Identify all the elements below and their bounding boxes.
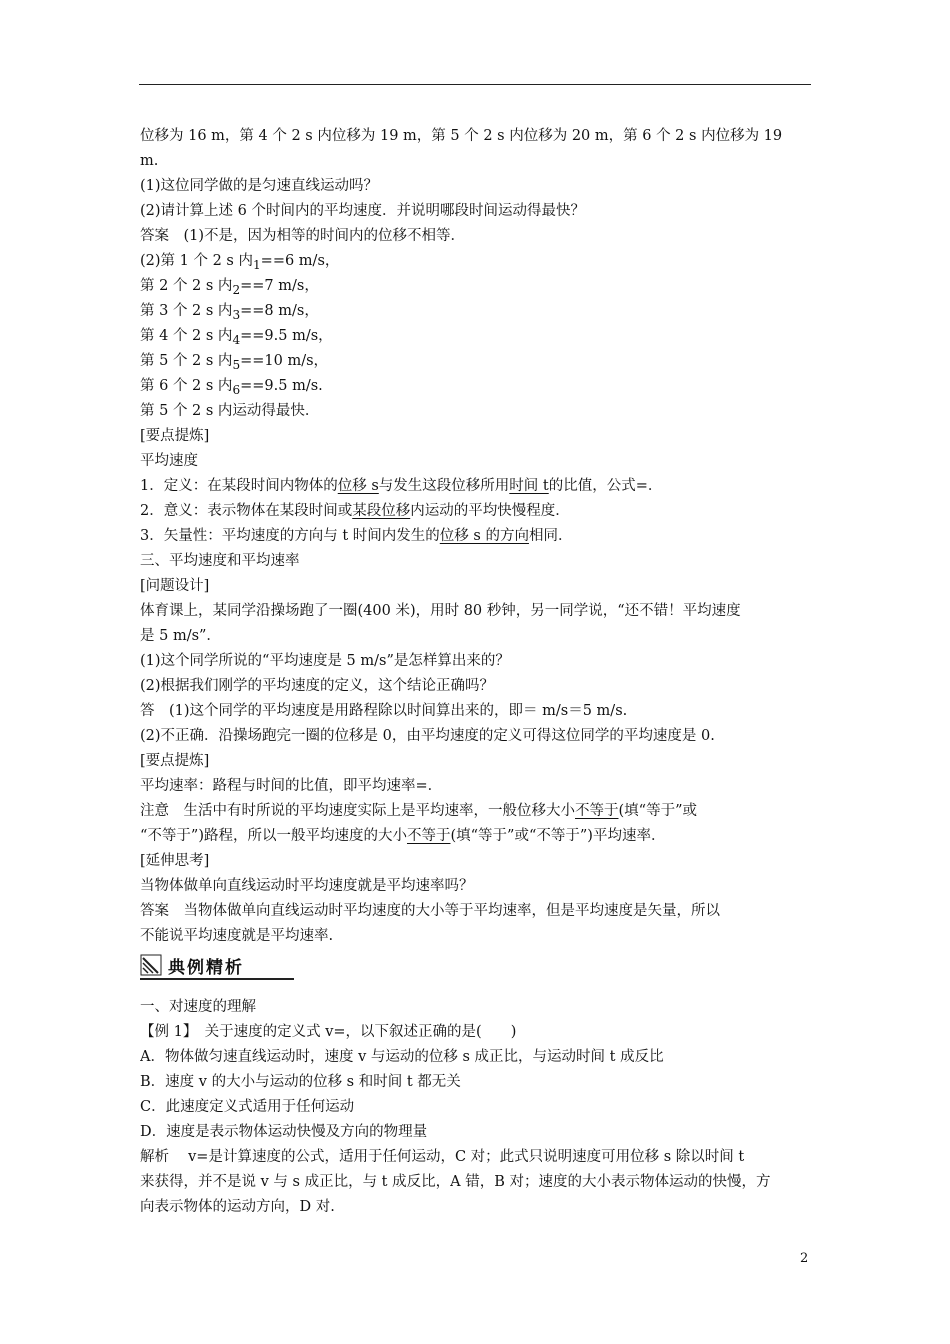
text-line: 平均速率：路程与时间的比值，即平均速率=．: [140, 778, 443, 794]
section-label: [要点提炼]: [140, 428, 210, 444]
text-line: m.: [140, 153, 159, 169]
definition-line: 2．意义：表示物体在某段时间或某段位移内运动的平均快慢程度．: [140, 503, 570, 519]
section-banner: [140, 950, 300, 982]
section-heading: 一、对速度的理解: [140, 999, 256, 1015]
speed-line: 第 3 个 2 s 内$_3$==8 m/s，: [140, 303, 319, 322]
text-line: (1)这位同学做的是匀速直线运动吗？: [140, 178, 379, 194]
section-label: [延伸思考]: [140, 853, 210, 869]
analysis-line: 来获得，并不是说 v 与 s 成正比，与 t 成反比，A 错，B 对；速度的大小表示物体运动的快慢，方: [140, 1174, 771, 1190]
definition-line: 1．定义：在某段时间内物体的位移 s与发生这段位移所用时间 t的比值，公式=．: [140, 478, 663, 494]
section-label: [要点提炼]: [140, 753, 210, 769]
document-body: [140, 124, 812, 949]
answer-line: 答案 (1)不是，因为相等的时间内的位移不相等．: [140, 228, 466, 244]
text-line: 体育课上，某同学沿操场跑了一圈(400 米)，用时 80 秒钟，另一同学说，“还不错！平均速度: [140, 603, 741, 619]
text-line: 位移为 16 m，第 4 个 2 s 内位移为 19 m，第 5 个 2 s 内位移为 20 m，第 6 个 2 s 内位移为 19: [140, 128, 783, 144]
text-line: (2)不正确．沿操场跑完一圈的位移是 0，由平均速度的定义可得这位同学的平均速度是 0.: [140, 728, 715, 744]
speed-line: 第 6 个 2 s 内$_6$==9.5 m/s.: [140, 378, 323, 397]
option-b: B．速度 v 的大小与运动的位移 s 和时间 t 都无关: [140, 1074, 461, 1090]
underlined-term: 位移 s 的方向: [439, 528, 529, 544]
section-heading: 三、平均速度和平均速率: [140, 553, 300, 569]
speed-line: 第 4 个 2 s 内$_4$==9.5 m/s，: [140, 328, 333, 347]
text-line: (1)这个同学所说的“平均速度是 5 m/s”是怎样算出来的？: [140, 653, 510, 669]
text-line: 是 5 m/s”．: [140, 628, 221, 644]
text-line: 第 5 个 2 s 内运动得最快．: [140, 403, 320, 419]
header-rule: [139, 84, 811, 85]
subheading: 平均速度: [140, 453, 198, 469]
underlined-term: 时间 t: [509, 478, 549, 494]
underlined-term: 不等于: [406, 828, 451, 844]
text-line: 当物体做单向直线运动时平均速度就是平均速率吗？: [140, 878, 474, 894]
underlined-term: 位移 s: [337, 478, 379, 494]
text-line: 不能说平均速度就是平均速率.: [140, 928, 334, 944]
answer-line: 答 (1)这个同学的平均速度是用路程除以时间算出来的，即＝ m/s＝5 m/s.: [140, 703, 628, 719]
note-line: 注意 生活中有时所说的平均速度实际上是平均速率，一般位移大小不等于(填“等于”或: [140, 803, 697, 819]
diagonal-hatch-icon: [140, 954, 162, 976]
analysis-line: 解析 v=是计算速度的公式，适用于任何运动，C 对；此式只说明速度可用位移 s 除以时间 t: [140, 1149, 745, 1165]
option-c: C．此速度定义式适用于任何运动: [140, 1099, 355, 1115]
underlined-term: 不等于: [575, 803, 619, 819]
option-d: D．速度是表示物体运动快慢及方向的物理量: [140, 1124, 428, 1140]
section-title: 典例精析: [168, 958, 244, 978]
text-line: (2)请计算上述 6 个时间内的平均速度．并说明哪段时间运动得最快？: [140, 203, 585, 219]
option-a: A．物体做匀速直线运动时，速度 v 与运动的位移 s 成正比，与运动时间 t 成反比: [140, 1049, 664, 1065]
note-line: “不等于”)路程，所以一般平均速度的大小不等于(填“等于”或“不等于”)平均速率．: [140, 828, 666, 844]
analysis-line: 向表示物体的运动方向，D 对.: [140, 1199, 335, 1215]
definition-line: 3．矢量性：平均速度的方向与 t 时间内发生的位移 s 的方向相同．: [140, 528, 573, 544]
speed-line: 第 5 个 2 s 内$_5$==10 m/s，: [140, 353, 329, 372]
section-label: [问题设计]: [140, 578, 210, 594]
speed-line: 第 2 个 2 s 内$_2$==7 m/s，: [140, 278, 319, 297]
page-number: 2: [800, 1251, 809, 1266]
example-section: [140, 995, 812, 1220]
banner-underline: [140, 978, 294, 980]
answer-line: 答案 当物体做单向直线运动时平均速度的大小等于平均速率，但是平均速度是矢量，所以: [140, 903, 720, 919]
speed-line: (2)第 1 个 2 s 内$_1$==6 m/s，: [140, 253, 340, 272]
text-line: (2)根据我们刚学的平均速度的定义，这个结论正确吗？: [140, 678, 495, 694]
question-line: 【例 1】 关于速度的定义式 v=，以下叙述正确的是( ): [140, 1024, 517, 1040]
underlined-term: 某段位移: [352, 503, 411, 519]
